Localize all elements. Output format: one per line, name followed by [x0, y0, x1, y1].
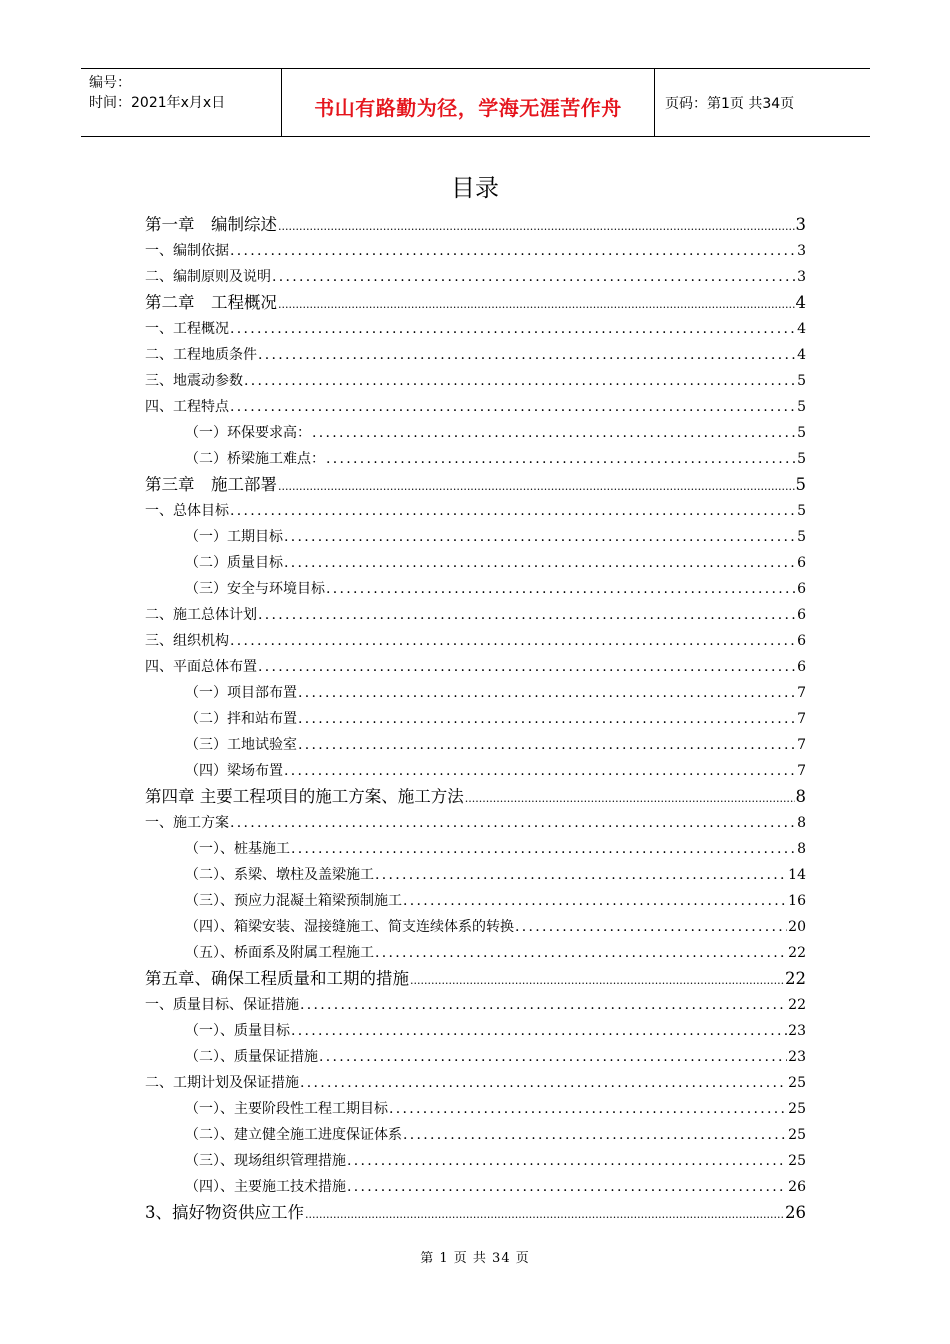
- toc-entry[interactable]: [145, 784, 806, 810]
- toc-entry[interactable]: [145, 914, 806, 940]
- toc-entry[interactable]: [145, 758, 806, 784]
- toc-entry[interactable]: [145, 992, 806, 1018]
- toc-dot-leader: [515, 914, 787, 940]
- toc-entry[interactable]: [145, 264, 806, 290]
- toc-entry-page: 6: [797, 633, 806, 649]
- toc-dot-leader: [278, 212, 795, 240]
- toc-dot-leader: [326, 446, 796, 472]
- toc-entry[interactable]: [145, 446, 806, 472]
- toc-entry-page: 4: [797, 321, 806, 337]
- toc-entry[interactable]: [145, 836, 806, 862]
- toc-entry[interactable]: [145, 576, 806, 602]
- toc-dot-leader: [298, 732, 796, 758]
- toc-entry-text: 第三章 施工部署: [145, 475, 277, 494]
- toc-entry[interactable]: [145, 316, 806, 342]
- toc-dot-leader: [319, 1044, 787, 1070]
- toc-entry[interactable]: [145, 524, 806, 550]
- toc-entry-text: （一）环保要求高：: [185, 425, 311, 441]
- toc-entry[interactable]: [145, 628, 806, 654]
- toc-entry-page: 25: [788, 1153, 806, 1169]
- toc-entry-text: （四）、主要施工技术措施: [185, 1179, 346, 1195]
- toc-dot-leader: [278, 290, 795, 318]
- toc-entry[interactable]: [145, 394, 806, 420]
- toc-entry[interactable]: [145, 1200, 806, 1226]
- toc-entry[interactable]: [145, 940, 806, 966]
- toc-dot-leader: [375, 940, 787, 966]
- toc-entry-text: 第四章 主要工程项目的施工方案、施工方法: [145, 787, 464, 806]
- toc-entry-page: 7: [797, 685, 806, 701]
- toc-entry[interactable]: [145, 342, 806, 368]
- toc-dot-leader: [298, 706, 796, 732]
- toc-entry-page: 5: [797, 503, 806, 519]
- toc-entry-text: （二）质量目标: [185, 555, 283, 571]
- toc-dot-leader: [403, 888, 787, 914]
- toc-entry[interactable]: [145, 1148, 806, 1174]
- toc-entry[interactable]: [145, 498, 806, 524]
- toc-entry-text: 二、工期计划及保证措施: [145, 1075, 299, 1091]
- header-page-info: 页码：第1页 共34页: [665, 95, 795, 112]
- toc-entry[interactable]: [145, 680, 806, 706]
- toc-dot-leader: [230, 394, 796, 420]
- toc-dot-leader: [300, 992, 787, 1018]
- toc-dot-leader: [230, 316, 796, 342]
- toc-entry-text: 第二章 工程概况: [145, 293, 277, 312]
- toc-entry[interactable]: [145, 810, 806, 836]
- toc-entry[interactable]: [145, 368, 806, 394]
- toc-entry-text: （一）、桩基施工: [185, 841, 290, 857]
- toc-entry[interactable]: [145, 602, 806, 628]
- toc-entry[interactable]: [145, 290, 806, 316]
- toc-entry-text: 3、搞好物资供应工作: [145, 1203, 304, 1222]
- toc-dot-leader: [272, 264, 796, 290]
- toc-dot-leader: [284, 550, 796, 576]
- toc-entry-page: 8: [795, 787, 806, 806]
- toc-entry-text: 三、地震动参数: [145, 373, 243, 389]
- table-of-contents: [145, 212, 806, 1226]
- toc-entry-page: 6: [797, 607, 806, 623]
- header-info-cell: [81, 69, 282, 136]
- toc-entry[interactable]: [145, 472, 806, 498]
- toc-entry-text: 二、工程地质条件: [145, 347, 257, 363]
- toc-entry-page: 8: [797, 815, 806, 831]
- toc-dot-leader: [410, 966, 784, 994]
- toc-entry-text: （三）、现场组织管理措施: [185, 1153, 346, 1169]
- toc-entry-page: 3: [795, 215, 806, 234]
- toc-entry-page: 20: [788, 919, 806, 935]
- toc-dot-leader: [326, 576, 796, 602]
- toc-entry[interactable]: [145, 238, 806, 264]
- toc-dot-leader: [312, 420, 796, 446]
- page-header: [81, 68, 870, 137]
- toc-entry[interactable]: [145, 1018, 806, 1044]
- toc-dot-leader: [291, 836, 796, 862]
- toc-entry-page: 22: [788, 945, 806, 961]
- toc-dot-leader: [347, 1174, 787, 1200]
- toc-entry-page: 14: [788, 867, 806, 883]
- toc-entry-text: （一）、质量目标: [185, 1023, 290, 1039]
- toc-entry-text: 三、组织机构: [145, 633, 229, 649]
- toc-entry-text: （五）、桥面系及附属工程施工: [185, 945, 374, 961]
- toc-dot-leader: [230, 810, 796, 836]
- toc-entry[interactable]: [145, 1070, 806, 1096]
- toc-entry-text: 第一章 编制综述: [145, 215, 277, 234]
- toc-entry-page: 25: [788, 1127, 806, 1143]
- toc-entry-page: 3: [797, 243, 806, 259]
- toc-entry-text: （四）梁场布置: [185, 763, 283, 779]
- toc-dot-leader: [305, 1200, 784, 1228]
- toc-dot-leader: [244, 368, 796, 394]
- toc-entry[interactable]: [145, 654, 806, 680]
- toc-entry-page: 8: [797, 841, 806, 857]
- toc-entry[interactable]: [145, 212, 806, 238]
- toc-entry-page: 5: [797, 425, 806, 441]
- toc-entry-page: 22: [788, 997, 806, 1013]
- toc-dot-leader: [403, 1122, 787, 1148]
- toc-entry-page: 7: [797, 763, 806, 779]
- toc-entry-text: 二、施工总体计划: [145, 607, 257, 623]
- toc-entry[interactable]: [145, 1044, 806, 1070]
- toc-dot-leader: [375, 862, 787, 888]
- toc-entry-text: 二、编制原则及说明: [145, 269, 271, 285]
- toc-dot-leader: [284, 524, 796, 550]
- toc-dot-leader: [230, 498, 796, 524]
- toc-entry-page: 23: [788, 1049, 806, 1065]
- toc-entry-text: 第五章、确保工程质量和工期的措施: [145, 969, 409, 988]
- toc-title: 目录: [451, 174, 499, 202]
- toc-entry-page: 6: [797, 555, 806, 571]
- toc-entry-text: （三）、预应力混凝土箱梁预制施工: [185, 893, 402, 909]
- toc-entry-text: （一）、主要阶段性工程工期目标: [185, 1101, 388, 1117]
- toc-dot-leader: [284, 758, 796, 784]
- toc-entry[interactable]: [145, 966, 806, 992]
- toc-entry-text: 一、编制依据: [145, 243, 229, 259]
- toc-entry-page: 7: [797, 737, 806, 753]
- toc-entry-text: 一、质量目标、保证措施: [145, 997, 299, 1013]
- toc-entry[interactable]: [145, 420, 806, 446]
- toc-entry[interactable]: [145, 550, 806, 576]
- toc-entry-page: 4: [797, 347, 806, 363]
- toc-entry-page: 5: [797, 529, 806, 545]
- toc-entry-page: 5: [795, 475, 806, 494]
- toc-entry[interactable]: [145, 732, 806, 758]
- toc-entry-page: 23: [788, 1023, 806, 1039]
- toc-entry-page: 26: [785, 1203, 806, 1222]
- toc-entry-text: （二）桥梁施工难点：: [185, 451, 325, 467]
- document-number-label: 编号：: [89, 75, 131, 91]
- toc-entry-text: 四、工程特点: [145, 399, 229, 415]
- toc-entry-text: （一）工期目标: [185, 529, 283, 545]
- toc-entry-page: 5: [797, 399, 806, 415]
- toc-entry-text: （三）安全与环境目标: [185, 581, 325, 597]
- toc-dot-leader: [278, 472, 795, 500]
- toc-entry-page: 3: [797, 269, 806, 285]
- toc-entry[interactable]: [145, 706, 806, 732]
- toc-entry-page: 5: [797, 373, 806, 389]
- toc-entry[interactable]: [145, 1174, 806, 1200]
- toc-entry-page: 5: [797, 451, 806, 467]
- header-motto: 书山有路勤为径，学海无涯苦作舟: [282, 69, 655, 136]
- toc-entry[interactable]: [145, 1122, 806, 1148]
- toc-entry-page: 26: [788, 1179, 806, 1195]
- document-time-label: 时间：2021年x月x日: [89, 95, 226, 111]
- toc-entry-page: 7: [797, 711, 806, 727]
- toc-dot-leader: [465, 784, 795, 812]
- toc-entry[interactable]: [145, 888, 806, 914]
- toc-entry-text: 四、平面总体布置: [145, 659, 257, 675]
- toc-entry-page: 22: [785, 969, 806, 988]
- toc-dot-leader: [347, 1148, 787, 1174]
- toc-dot-leader: [258, 602, 796, 628]
- toc-dot-leader: [298, 680, 796, 706]
- toc-entry-page: 6: [797, 581, 806, 597]
- toc-entry-page: 25: [788, 1075, 806, 1091]
- toc-entry-text: 一、施工方案: [145, 815, 229, 831]
- toc-entry-text: （二）、质量保证措施: [185, 1049, 318, 1065]
- toc-dot-leader: [389, 1096, 787, 1122]
- toc-dot-leader: [230, 238, 796, 264]
- toc-entry-text: （一）项目部布置: [185, 685, 297, 701]
- toc-dot-leader: [258, 654, 796, 680]
- toc-entry[interactable]: [145, 1096, 806, 1122]
- toc-entry-text: 一、工程概况: [145, 321, 229, 337]
- toc-entry-text: （二）、建立健全施工进度保证体系: [185, 1127, 402, 1143]
- page-footer: 第 1 页 共 34 页: [420, 1251, 530, 1266]
- toc-entry-text: （二）拌和站布置: [185, 711, 297, 727]
- toc-entry-text: （四）、箱梁安装、湿接缝施工、简支连续体系的转换: [185, 919, 514, 935]
- toc-entry-text: （三）工地试验室: [185, 737, 297, 753]
- toc-entry-page: 16: [788, 893, 806, 909]
- toc-entry-text: （二）、系梁、墩柱及盖梁施工: [185, 867, 374, 883]
- toc-entry-page: 6: [797, 659, 806, 675]
- toc-entry-text: 一、总体目标: [145, 503, 229, 519]
- toc-dot-leader: [230, 628, 796, 654]
- toc-entry-page: 4: [795, 293, 806, 312]
- toc-entry[interactable]: [145, 862, 806, 888]
- toc-dot-leader: [291, 1018, 787, 1044]
- toc-dot-leader: [300, 1070, 787, 1096]
- toc-dot-leader: [258, 342, 796, 368]
- toc-entry-page: 25: [788, 1101, 806, 1117]
